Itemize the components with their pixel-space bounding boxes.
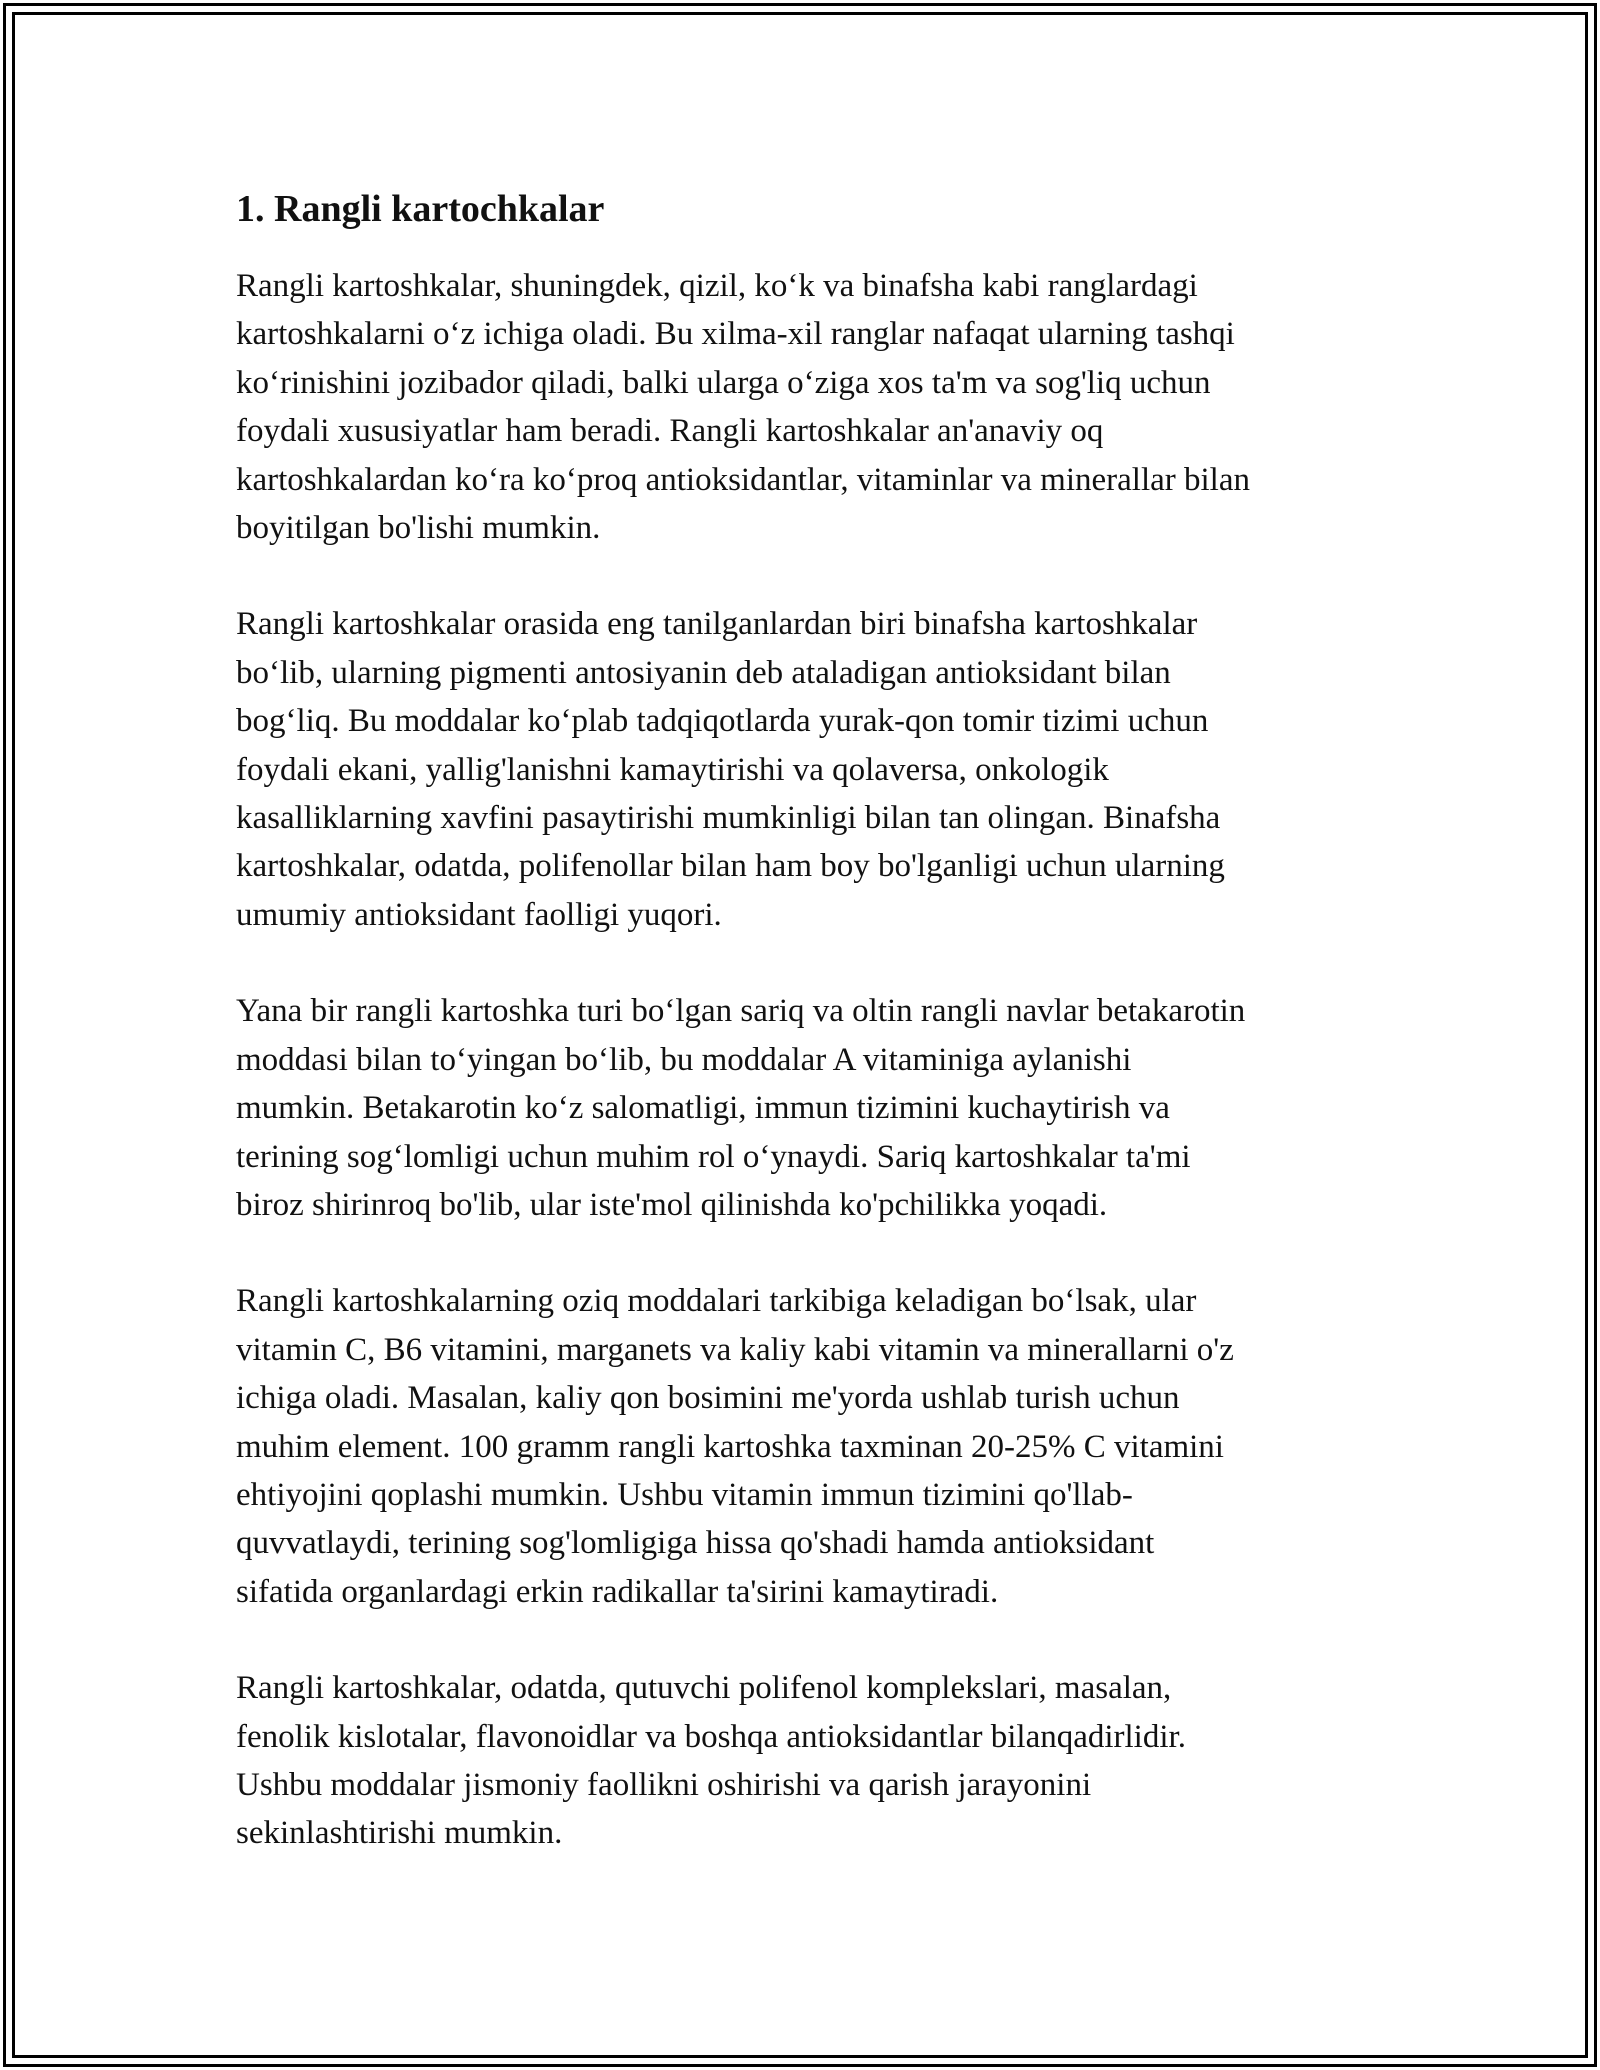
section-heading: 1. Rangli kartochkalar (236, 188, 605, 230)
document-body (236, 186, 1416, 1906)
paragraph-5: Rangli kartoshkalar, odatda, qutuvchi polifenol komplekslari, masalan, fenolik kislotalar, flavonoidlar va boshqa antioksidantlar bilanqadirlidir. Ushbu moddalar jismoniy faollikni oshirishi va qarish jarayonini sekinlashtirishi mumkin. (236, 1670, 1186, 1852)
paragraph-2: Rangli kartoshkalar orasida eng tanilganlardan biri binafsha kartoshkalar bo‘lib, ularning pigmenti antosiyanin deb ataladigan antioksidant bilan bog‘liq. Bu moddalar ko‘plab tadqiqotlarda yurak-qon tomir tizimi uchun foydali ekani, yallig'lanishni kamaytirishi va qolaversa, onkologik kasalliklarning xavfini pasaytirishi mumkinligi bilan tan olingan. Binafsha kartoshkalar, odatda, polifenollar bilan ham boy bo'lganligi uchun ularning umumiy antioksidant faolligi yuqori. (236, 606, 1225, 933)
paragraph-4: Rangli kartoshkalarning oziq moddalari tarkibiga keladigan bo‘lsak, ular vitamin C, B6 vitamini, marganets va kaliy kabi vitamin va minerallarni o'z ichiga oladi. Masalan, kaliy qon bosimini me'yorda ushlab turish uchun muhim element. 100 gramm rangli kartoshka taxminan 20-25% C vitamini ehtiyojini qoplashi mumkin. Ushbu vitamin immun tizimini qo'llab- quvvatlaydi, terining sog'lomligiga hissa qo'shadi hamda antioksidant sifatida organlardagi erkin radikallar ta'sirini kamaytiradi. (236, 1283, 1234, 1610)
paragraph-1: Rangli kartoshkalar, shuningdek, qizil, ko‘k va binafsha kabi ranglardagi kartoshkalarni o‘z ichiga oladi. Bu xilma-xil ranglar nafaqat ularning tashqi ko‘rinishini jozibador qiladi, balki ularga o‘ziga xos ta'm va sog'liq uchun foydali xususiyatlar ham beradi. Rangli kartoshkalar an'anaviy oq kartoshkalardan ko‘ra ko‘proq antioksidantlar, vitaminlar va minerallar bilan boyitilgan bo'lishi mumkin. (236, 268, 1250, 547)
paragraph-3: Yana bir rangli kartoshka turi bo‘lgan sariq va oltin rangli navlar betakarotin moddasi bilan to‘yingan bo‘lib, bu moddalar A vitaminiga aylanishi mumkin. Betakarotin ko‘z salomatligi, immun tizimini kuchaytirish va terining sog‘lomligi uchun muhim rol o‘ynaydi. Sariq kartoshkalar ta'mi biroz shirinroq bo'lib, ular iste'mol qilinishda ko'pchilikka yoqadi. (236, 993, 1246, 1223)
